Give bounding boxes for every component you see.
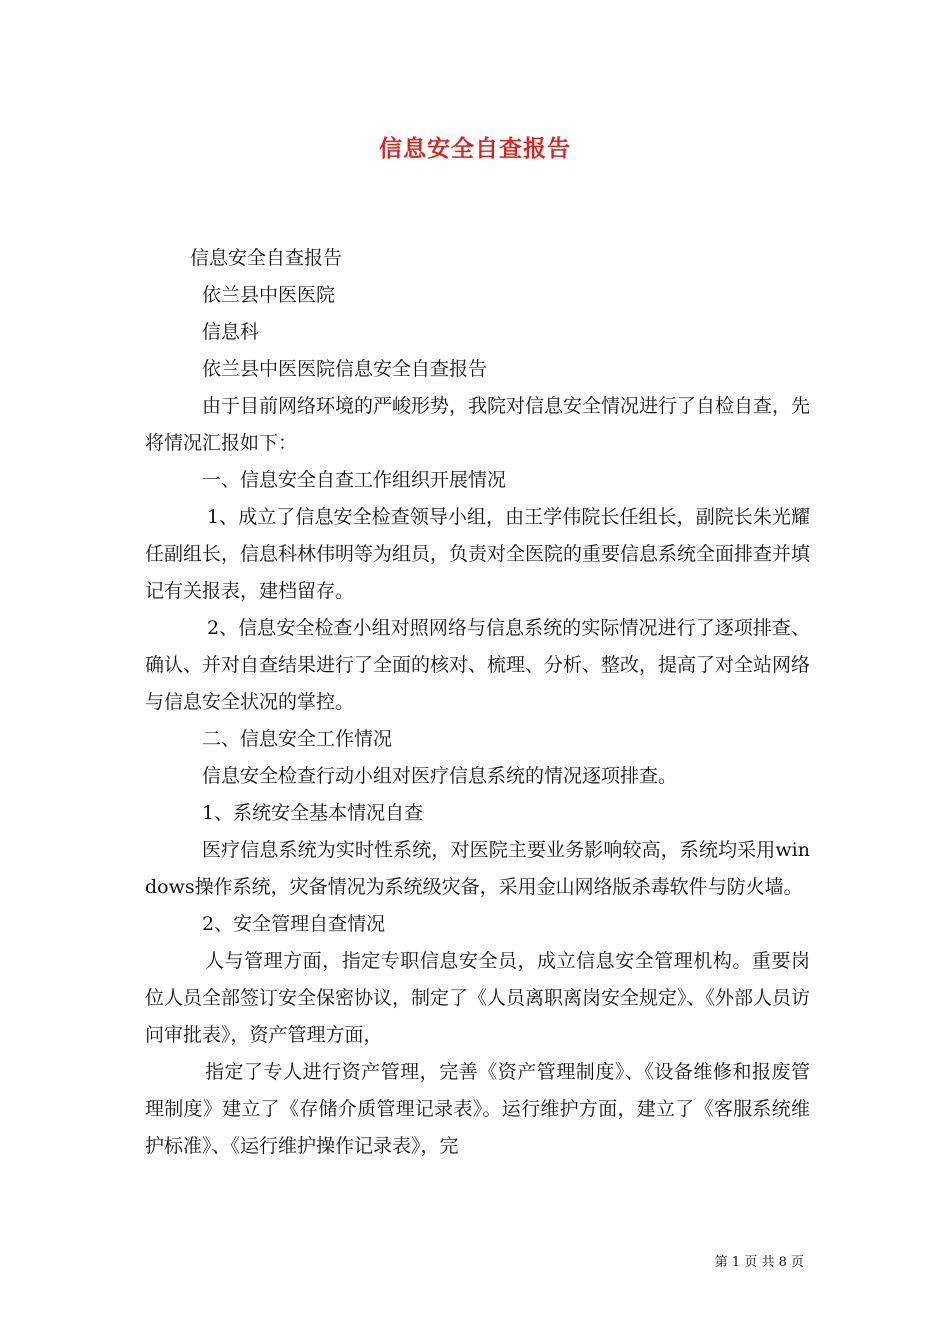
paragraph: 依兰县中医医院信息安全自查报告	[202, 358, 488, 380]
paragraph: 信息科	[202, 321, 260, 343]
paragraph: 一、信息安全自查工作组织开展情况	[202, 469, 507, 491]
paragraph: 依兰县中医医院	[202, 284, 336, 306]
paragraph: 医疗信息系统为实时性系统，对医院主要业务影响较高，系统均采用windows操作系统，灾备情况为系统级灾备，采用金山网络版杀毒软件与防火墙。	[145, 839, 810, 898]
paragraph: 由于目前网络环境的严峻形势，我院对信息安全情况进行了自检自查，先将情况汇报如下：	[145, 395, 811, 454]
paragraph: 信息安全检查行动小组对医疗信息系统的情况逐项排查。	[202, 765, 678, 787]
paragraph: 指定了专人进行资产管理，完善《资产管理制度》、《设备维修和报废管理制度》建立了《存储介质管理记录表》。运行维护方面，建立了《客服系统维护标准》、《运行维护操作记录表》，完	[145, 1061, 810, 1157]
paragraph: 1、成立了信息安全检查领导小组，由王学伟院长任组长，副院长朱光耀任副组长，信息科林伟明等为组员，负责对全医院的重要信息系统全面排查并填记有关报表，建档留存。	[145, 506, 811, 602]
paragraph: 人与管理方面，指定专职信息安全员，成立信息安全管理机构。重要岗位人员全部签订安全保密协议，制定了《人员离职离岗安全规定》、《外部人员访问审批表》，资产管理方面，	[145, 950, 811, 1046]
paragraph: 2、安全管理自查情况	[202, 913, 386, 935]
page-indicator: 第 1 页 共 8 页	[714, 1255, 804, 1270]
document-title: 信息安全自查报告	[379, 135, 571, 162]
paragraph: 2、信息安全检查小组对照网络与信息系统的实际情况进行了逐项排查、确认、并对自查结果进行了全面的核对、梳理、分析、整改，提高了对全站网络与信息安全状况的掌控。	[145, 617, 811, 713]
paragraph: 信息安全自查报告	[190, 247, 343, 269]
document-body	[145, 240, 810, 1165]
paragraph: 1、系统安全基本情况自查	[202, 802, 424, 824]
paragraph: 二、信息安全工作情况	[202, 728, 393, 750]
